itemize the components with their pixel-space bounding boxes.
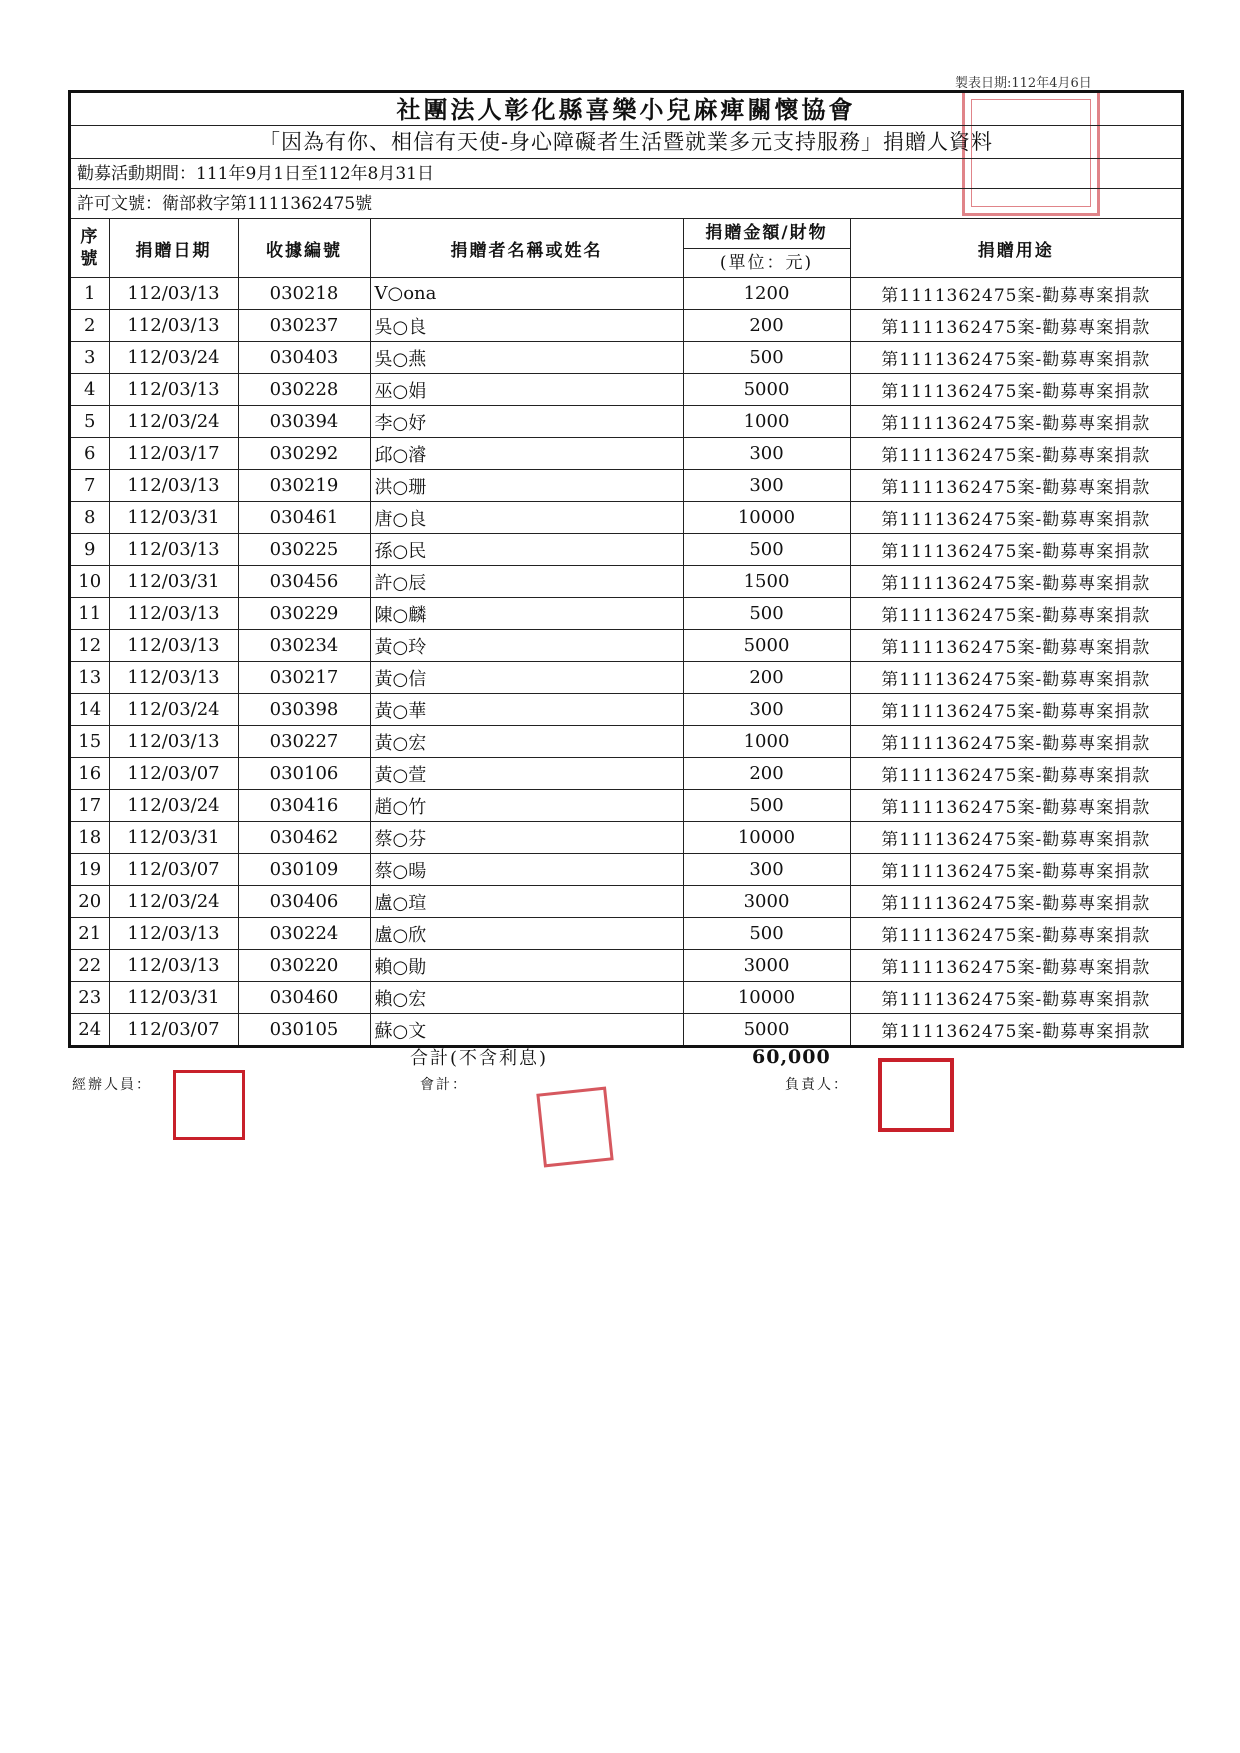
- cell-seq: 9: [71, 534, 109, 566]
- cell-amount: 3000: [683, 950, 850, 982]
- cell-date: 112/03/31: [109, 566, 238, 598]
- cell-seq: 13: [71, 662, 109, 694]
- table-row: [71, 470, 1181, 502]
- cell-date: 112/03/13: [109, 598, 238, 630]
- cell-donor: 蔡○芬: [370, 822, 683, 854]
- cell-donor: 巫○娟: [370, 374, 683, 406]
- col-receipt: 收據編號: [238, 219, 370, 278]
- cell-date: 112/03/13: [109, 278, 238, 310]
- table-row: [71, 790, 1181, 822]
- project-subtitle: 「因為有你、相信有天使-身心障礙者生活暨就業多元支持服務」捐贈人資料: [71, 126, 1181, 159]
- cell-date: 112/03/13: [109, 950, 238, 982]
- cell-receipt: 030462: [238, 822, 370, 854]
- cell-date: 112/03/31: [109, 502, 238, 534]
- cell-use: 第1111362475案-勸募專案捐款: [850, 886, 1181, 918]
- col-amount-label: 捐贈金額/財物: [684, 219, 850, 249]
- cell-date: 112/03/24: [109, 342, 238, 374]
- cell-seq: 7: [71, 470, 109, 502]
- cell-seq: 2: [71, 310, 109, 342]
- cell-seq: 10: [71, 566, 109, 598]
- cell-receipt: 030217: [238, 662, 370, 694]
- cell-use: 第1111362475案-勸募專案捐款: [850, 310, 1181, 342]
- table-row: [71, 502, 1181, 534]
- cell-amount: 300: [683, 694, 850, 726]
- cell-amount: 1200: [683, 278, 850, 310]
- table-row: [71, 342, 1181, 374]
- cell-use: 第1111362475案-勸募專案捐款: [850, 278, 1181, 310]
- cell-receipt: 030105: [238, 1014, 370, 1046]
- cell-amount: 500: [683, 598, 850, 630]
- cell-donor: 蘇○文: [370, 1014, 683, 1046]
- cell-donor: 蔡○暘: [370, 854, 683, 886]
- cell-receipt: 030403: [238, 342, 370, 374]
- cell-donor: 黃○宏: [370, 726, 683, 758]
- cell-seq: 3: [71, 342, 109, 374]
- cell-amount: 10000: [683, 982, 850, 1014]
- cell-seq: 5: [71, 406, 109, 438]
- cell-amount: 200: [683, 662, 850, 694]
- cell-use: 第1111362475案-勸募專案捐款: [850, 598, 1181, 630]
- make-date: 製表日期:112年4月6日: [955, 76, 1092, 91]
- col-seq: 序號: [71, 219, 109, 278]
- cell-use: 第1111362475案-勸募專案捐款: [850, 950, 1181, 982]
- cell-receipt: 030109: [238, 854, 370, 886]
- cell-seq: 6: [71, 438, 109, 470]
- permit-number: 許可文號：衛部救字第1111362475號: [71, 189, 1181, 219]
- cell-donor: 黃○信: [370, 662, 683, 694]
- table-row: [71, 630, 1181, 662]
- table-row: [71, 726, 1181, 758]
- cell-use: 第1111362475案-勸募專案捐款: [850, 1014, 1181, 1046]
- cell-receipt: 030416: [238, 790, 370, 822]
- cell-donor: 吳○良: [370, 310, 683, 342]
- cell-donor: 孫○民: [370, 534, 683, 566]
- col-use: 捐贈用途: [850, 219, 1181, 278]
- cell-seq: 14: [71, 694, 109, 726]
- cell-seq: 19: [71, 854, 109, 886]
- cell-date: 112/03/13: [109, 630, 238, 662]
- cell-seq: 12: [71, 630, 109, 662]
- cell-amount: 1000: [683, 726, 850, 758]
- cell-use: 第1111362475案-勸募專案捐款: [850, 854, 1181, 886]
- cell-date: 112/03/31: [109, 982, 238, 1014]
- cell-donor: 黃○華: [370, 694, 683, 726]
- cell-receipt: 030237: [238, 310, 370, 342]
- cell-donor: 盧○瑄: [370, 886, 683, 918]
- cell-seq: 22: [71, 950, 109, 982]
- donor-table: [71, 219, 1181, 1045]
- cell-use: 第1111362475案-勸募專案捐款: [850, 342, 1181, 374]
- cell-date: 112/03/13: [109, 918, 238, 950]
- cell-date: 112/03/24: [109, 406, 238, 438]
- cell-use: 第1111362475案-勸募專案捐款: [850, 758, 1181, 790]
- cell-date: 112/03/13: [109, 470, 238, 502]
- donor-sheet: [68, 90, 1184, 1048]
- cell-receipt: 030218: [238, 278, 370, 310]
- organization-title: 社團法人彰化縣喜樂小兒麻痺關懷協會: [71, 93, 1181, 126]
- cell-receipt: 030225: [238, 534, 370, 566]
- cell-donor: 洪○珊: [370, 470, 683, 502]
- cell-amount: 300: [683, 438, 850, 470]
- cell-donor: 賴○宏: [370, 982, 683, 1014]
- leader-label: 負責人：: [785, 1077, 849, 1093]
- cell-receipt: 030106: [238, 758, 370, 790]
- table-row: [71, 278, 1181, 310]
- cell-amount: 5000: [683, 1014, 850, 1046]
- cell-receipt: 030461: [238, 502, 370, 534]
- cell-use: 第1111362475案-勸募專案捐款: [850, 406, 1181, 438]
- cell-receipt: 030292: [238, 438, 370, 470]
- cell-use: 第1111362475案-勸募專案捐款: [850, 662, 1181, 694]
- cell-amount: 1500: [683, 566, 850, 598]
- cell-receipt: 030219: [238, 470, 370, 502]
- cell-receipt: 030228: [238, 374, 370, 406]
- cell-receipt: 030229: [238, 598, 370, 630]
- cell-amount: 300: [683, 470, 850, 502]
- cell-date: 112/03/24: [109, 694, 238, 726]
- table-row: [71, 534, 1181, 566]
- table-row: [71, 982, 1181, 1014]
- cell-donor: 陳○麟: [370, 598, 683, 630]
- cell-amount: 500: [683, 918, 850, 950]
- cell-amount: 5000: [683, 630, 850, 662]
- cell-use: 第1111362475案-勸募專案捐款: [850, 534, 1181, 566]
- cell-use: 第1111362475案-勸募專案捐款: [850, 438, 1181, 470]
- cell-receipt: 030456: [238, 566, 370, 598]
- cell-date: 112/03/17: [109, 438, 238, 470]
- table-row: [71, 758, 1181, 790]
- cell-date: 112/03/13: [109, 310, 238, 342]
- cell-use: 第1111362475案-勸募專案捐款: [850, 694, 1181, 726]
- cell-donor: 許○辰: [370, 566, 683, 598]
- cell-date: 112/03/13: [109, 662, 238, 694]
- cell-donor: 黃○玲: [370, 630, 683, 662]
- table-row: [71, 598, 1181, 630]
- col-amount: [683, 219, 850, 278]
- cell-donor: 賴○勛: [370, 950, 683, 982]
- table-row: [71, 374, 1181, 406]
- table-row: [71, 662, 1181, 694]
- table-row: [71, 822, 1181, 854]
- cell-use: 第1111362475案-勸募專案捐款: [850, 822, 1181, 854]
- cell-seq: 11: [71, 598, 109, 630]
- cell-seq: 16: [71, 758, 109, 790]
- cell-seq: 8: [71, 502, 109, 534]
- cell-seq: 18: [71, 822, 109, 854]
- table-row: [71, 566, 1181, 598]
- cell-donor: 盧○欣: [370, 918, 683, 950]
- table-row: [71, 310, 1181, 342]
- cell-date: 112/03/13: [109, 374, 238, 406]
- cell-donor: 吳○燕: [370, 342, 683, 374]
- cell-seq: 21: [71, 918, 109, 950]
- cell-donor: 李○妤: [370, 406, 683, 438]
- table-row: [71, 406, 1181, 438]
- col-donor: 捐贈者名稱或姓名: [370, 219, 683, 278]
- cell-use: 第1111362475案-勸募專案捐款: [850, 630, 1181, 662]
- table-row: [71, 1014, 1181, 1046]
- cell-use: 第1111362475案-勸募專案捐款: [850, 566, 1181, 598]
- cell-use: 第1111362475案-勸募專案捐款: [850, 374, 1181, 406]
- cell-use: 第1111362475案-勸募專案捐款: [850, 982, 1181, 1014]
- cell-receipt: 030227: [238, 726, 370, 758]
- cell-amount: 500: [683, 534, 850, 566]
- cell-receipt: 030398: [238, 694, 370, 726]
- total-value: 60,000: [752, 1046, 831, 1068]
- cell-date: 112/03/07: [109, 1014, 238, 1046]
- cell-use: 第1111362475案-勸募專案捐款: [850, 502, 1181, 534]
- cell-donor: 邱○濬: [370, 438, 683, 470]
- cell-seq: 4: [71, 374, 109, 406]
- table-row: [71, 950, 1181, 982]
- cell-seq: 24: [71, 1014, 109, 1046]
- cell-date: 112/03/24: [109, 790, 238, 822]
- cell-receipt: 030406: [238, 886, 370, 918]
- accountant-label: 會計：: [420, 1077, 468, 1093]
- cell-date: 112/03/13: [109, 534, 238, 566]
- cell-receipt: 030224: [238, 918, 370, 950]
- cell-receipt: 030460: [238, 982, 370, 1014]
- cell-date: 112/03/24: [109, 886, 238, 918]
- cell-amount: 300: [683, 854, 850, 886]
- cell-seq: 17: [71, 790, 109, 822]
- cell-seq: 1: [71, 278, 109, 310]
- cell-use: 第1111362475案-勸募專案捐款: [850, 726, 1181, 758]
- cell-amount: 500: [683, 342, 850, 374]
- cell-date: 112/03/31: [109, 822, 238, 854]
- cell-receipt: 030220: [238, 950, 370, 982]
- cell-date: 112/03/13: [109, 726, 238, 758]
- cell-amount: 3000: [683, 886, 850, 918]
- cell-amount: 10000: [683, 822, 850, 854]
- col-amount-unit: (單位：元): [719, 253, 814, 273]
- table-header-row: [71, 219, 1181, 278]
- total-label: 合計(不含利息): [410, 1048, 549, 1069]
- table-row: [71, 886, 1181, 918]
- handler-label: 經辦人員：: [72, 1077, 152, 1093]
- cell-date: 112/03/07: [109, 758, 238, 790]
- cell-amount: 5000: [683, 374, 850, 406]
- cell-amount: 10000: [683, 502, 850, 534]
- cell-donor: V○ona: [370, 278, 683, 310]
- cell-donor: 趙○竹: [370, 790, 683, 822]
- cell-use: 第1111362475案-勸募專案捐款: [850, 918, 1181, 950]
- cell-seq: 23: [71, 982, 109, 1014]
- cell-amount: 1000: [683, 406, 850, 438]
- cell-donor: 黃○萱: [370, 758, 683, 790]
- leader-seal-stamp: [878, 1058, 954, 1132]
- table-row: [71, 694, 1181, 726]
- cell-receipt: 030394: [238, 406, 370, 438]
- campaign-period: 勸募活動期間：111年9月1日至112年8月31日: [71, 159, 1181, 189]
- cell-seq: 15: [71, 726, 109, 758]
- cell-date: 112/03/07: [109, 854, 238, 886]
- accountant-seal-stamp: [536, 1087, 613, 1168]
- cell-amount: 200: [683, 758, 850, 790]
- cell-donor: 唐○良: [370, 502, 683, 534]
- col-date: 捐贈日期: [109, 219, 238, 278]
- cell-use: 第1111362475案-勸募專案捐款: [850, 790, 1181, 822]
- table-row: [71, 918, 1181, 950]
- cell-seq: 20: [71, 886, 109, 918]
- cell-amount: 200: [683, 310, 850, 342]
- handler-seal-stamp: [173, 1070, 245, 1140]
- table-row: [71, 438, 1181, 470]
- table-row: [71, 854, 1181, 886]
- cell-use: 第1111362475案-勸募專案捐款: [850, 470, 1181, 502]
- cell-receipt: 030234: [238, 630, 370, 662]
- cell-amount: 500: [683, 790, 850, 822]
